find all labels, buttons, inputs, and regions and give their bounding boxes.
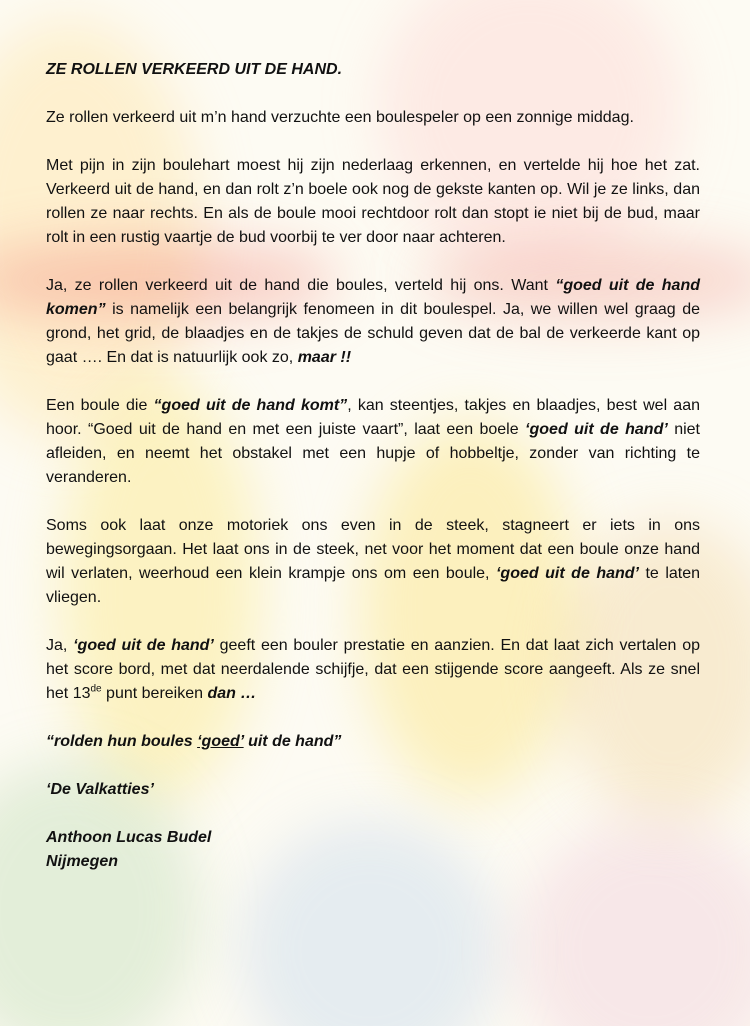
paragraph-1: Ze rollen verkeerd uit m’n hand verzuchte een boulespeler op een zonnige middag. xyxy=(46,109,634,126)
text-run: Ja, xyxy=(46,637,74,654)
emphasis: ‘goed uit de hand’ xyxy=(525,421,668,438)
author-name: Anthoon Lucas Budel xyxy=(46,829,212,846)
paragraph-5 xyxy=(46,514,700,610)
text-run: , kan steentjes, takjes en blaadjes, best wel aan hoor. “Goed uit de hand en met een juiste vaart”, laat een boele xyxy=(46,397,701,438)
text-run: te laten vliegen. xyxy=(46,565,701,606)
paragraph-4 xyxy=(46,394,700,490)
emphasis: dan … xyxy=(207,685,257,702)
text-run: geeft een bouler prestatie en aanzien. En dat laat zich vertalen op het score bord, met dat neerdalende schijfje, dat een stijgende score aangeeft. Als ze snel het 13 xyxy=(46,637,700,702)
paragraph-2: Met pijn in zijn boulehart moest hij zijn nederlaag erkennen, en vertelde hij hoe het zat. Verkeerd uit de hand, en dan rolt z’n boele ook nog de gekste kanten op. Wil je ze links, dan rollen ze naar rechts. En als de boule mooi rechtdoor rolt dan stopt ie niet bij de bud, maar rolt in een rustig vaartje de bud voorbij te ver door naar achteren. xyxy=(46,157,700,246)
text-run: “rolden hun boules xyxy=(46,733,198,750)
paragraph-6 xyxy=(46,634,700,706)
emphasis: “goed uit de hand komen” xyxy=(46,277,701,318)
text-run: Een boule die xyxy=(46,397,154,414)
underlined-word: ‘goed’ xyxy=(197,733,244,750)
signature-block xyxy=(46,826,700,874)
letter xyxy=(46,58,700,874)
letter-title: ZE ROLLEN VERKEERD UIT DE HAND. xyxy=(46,61,343,78)
emphasis: ‘goed uit de hand’ xyxy=(495,565,639,582)
text-run: uit de hand” xyxy=(243,733,342,750)
paragraph-3 xyxy=(46,274,700,370)
emphasis: “goed uit de hand komt” xyxy=(153,397,348,414)
text-run: Soms ook laat onze motoriek ons even in de steek, stagneert er iets in ons bewegingsorgaan. Het laat ons in de steek, net voor het moment dat een boule onze hand wil verlaten, weerhoud een klein krampje ons om een boule, xyxy=(46,517,700,582)
closing-quote xyxy=(46,730,700,754)
superscript: de xyxy=(90,683,102,695)
emphasis: ‘goed uit de hand’ xyxy=(73,637,214,654)
author-city: Nijmegen xyxy=(46,853,119,870)
team-name: ‘De Valkatties’ xyxy=(46,781,154,798)
text-run: niet afleiden, en neemt het obstakel met een hupje of hobbeltje, zonder van richting te veranderen. xyxy=(46,421,700,486)
emphasis: maar !! xyxy=(297,349,352,366)
text-run: is namelijk een belangrijk fenomeen in dit boulespel. Ja, we willen wel graag de grond, het grid, de blaadjes en de takjes de schuld geven dat de bal de verkeerde kant op gaat …. En dat is natuurlijk ook zo, xyxy=(46,301,700,366)
text-run: punt bereiken xyxy=(101,685,208,702)
text-run: Ja, ze rollen verkeerd uit de hand die boules, verteld hij ons. Want xyxy=(46,277,556,294)
